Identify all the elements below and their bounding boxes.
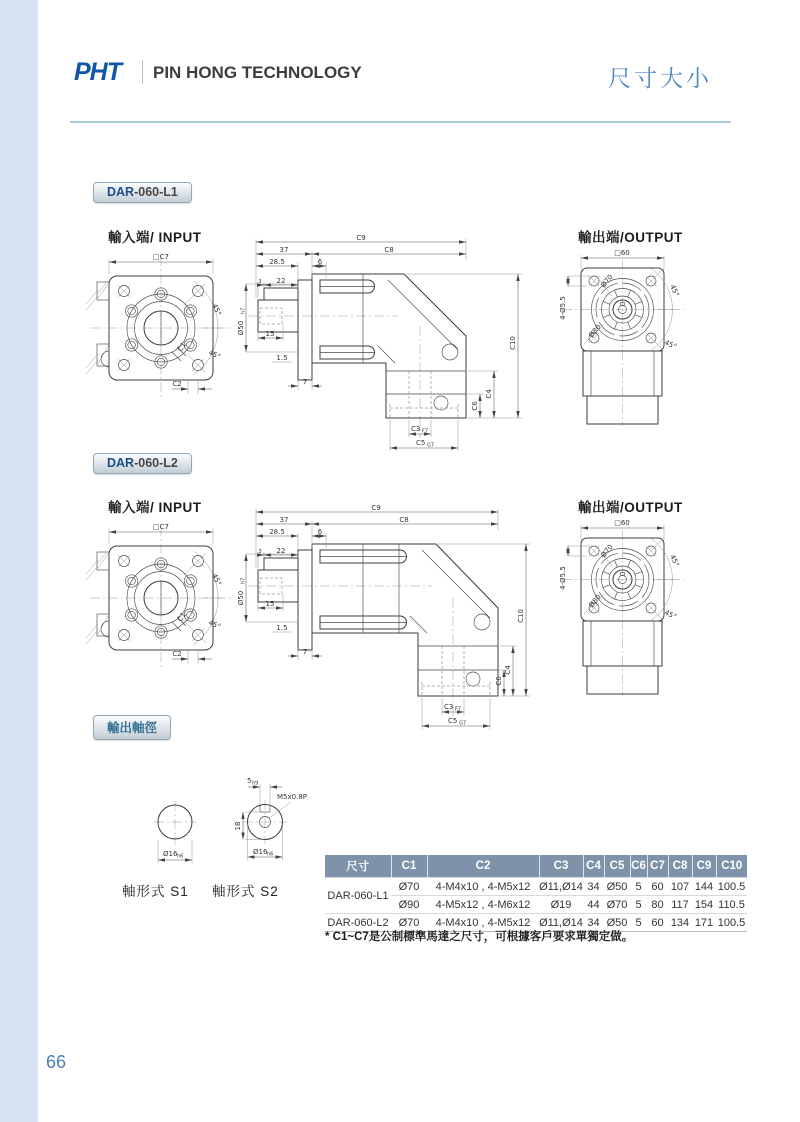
dim-dia50-sub: h7 <box>240 307 247 314</box>
cell-c7: 60 <box>647 914 668 932</box>
s1-geometry <box>154 801 196 845</box>
cell-c7: 80 <box>647 896 668 914</box>
s2-dimensions <box>234 777 307 860</box>
cell-c2: 4-M4x10 , 4-M5x12 <box>427 878 539 896</box>
dim-6: 6 <box>317 528 323 536</box>
badge-suffix: -060-L1 <box>134 185 178 199</box>
shaft-s1-label: 軸形式 S1 <box>122 884 189 899</box>
cell-c8: 117 <box>668 896 692 914</box>
dim-c10: C10 <box>517 609 525 623</box>
header-c2: C2 <box>427 855 539 878</box>
cell-c3: Ø11,Ø14 <box>539 914 583 932</box>
table-row <box>325 878 747 896</box>
pht-logo: PHT <box>74 58 121 86</box>
dimensions-table <box>325 855 747 932</box>
dim-c1: C1 <box>176 340 188 354</box>
shaft-s2-drawing <box>205 770 320 870</box>
l2-side-view-drawing <box>236 498 536 738</box>
dim-7: 7 <box>302 648 308 656</box>
l2-input-geometry <box>86 526 232 668</box>
section-badge-dar-060-l2 <box>93 453 192 474</box>
dim-37: 37 <box>279 516 289 524</box>
dim-sq60: □60 <box>614 519 630 527</box>
cell-c10: 100.5 <box>716 878 747 896</box>
dim-c4: C4 <box>504 665 512 675</box>
section-badge-output-shaft <box>93 715 171 740</box>
cell-c8: 134 <box>668 914 692 932</box>
l1-input-label: 輸入端/ INPUT <box>108 230 202 245</box>
l2-output-label: 輸出端/OUTPUT <box>578 500 683 515</box>
l2-input-view-drawing <box>84 518 234 668</box>
cell-c6: 5 <box>630 878 647 896</box>
dim-45-bottom: 45° <box>207 348 222 362</box>
header-rule <box>70 121 731 123</box>
dim-s1-dia-sub: h6 <box>177 853 184 860</box>
dim-c9: C9 <box>371 504 381 512</box>
dim-6: 6 <box>317 258 323 266</box>
dim-dia80: Ø80 <box>587 323 603 340</box>
dim-1-5: 1.5 <box>276 354 288 362</box>
dim-dia50: Ø50 <box>237 320 245 336</box>
table-footnote: * C1~C7是公制標準馬達之尺寸，可根據客戶要求單獨定做。 <box>325 931 634 943</box>
dim-dia70: Ø70 <box>599 273 615 290</box>
dim-s2-key-sub: h9 <box>252 780 259 787</box>
dim-c3-sub: F7 <box>455 706 462 713</box>
dim-45-top: 45° <box>210 302 223 318</box>
cell-c5: Ø50 <box>604 914 630 932</box>
dim-c1: C1 <box>176 610 188 624</box>
dim-c2: C2 <box>172 650 182 658</box>
dim-c5: C5 <box>416 439 426 447</box>
cell-c3: Ø19 <box>539 896 583 914</box>
s2-geometry <box>243 800 287 844</box>
left-margin-strip <box>0 0 38 1122</box>
dim-45-bottom: 45° <box>663 338 678 352</box>
cell-c1: Ø70 <box>391 914 427 932</box>
badge-prefix: DAR <box>107 185 135 199</box>
dim-c4: C4 <box>485 389 493 399</box>
dim-s1-dia: Ø16 <box>163 850 178 858</box>
cell-c2: 4-M4x10 , 4-M5x12 <box>427 914 539 932</box>
l2-output-view-drawing <box>554 516 690 712</box>
cell-c4: 44 <box>583 896 604 914</box>
dim-3: 3 <box>258 549 262 555</box>
cell-c7: 60 <box>647 878 668 896</box>
cell-c3: Ø11,Ø14 <box>539 878 583 896</box>
dim-3: 3 <box>258 279 262 285</box>
dim-s2-thread: M5x0.8P <box>277 793 307 801</box>
header-divider <box>142 60 143 84</box>
dim-s2-key: 5 <box>247 777 252 785</box>
dim-s2-dia: Ø16 <box>253 848 268 856</box>
dim-22: 22 <box>276 277 286 285</box>
cell-c4: 34 <box>583 878 604 896</box>
company-name: PIN HONG TECHNOLOGY <box>153 63 362 82</box>
dim-c8: C8 <box>384 246 394 254</box>
cell-model: DAR-060-L2 <box>325 914 391 932</box>
cell-c10: 100.5 <box>716 914 747 932</box>
dim-c5-sub: G7 <box>459 720 467 727</box>
dim-c7: □C7 <box>153 253 169 261</box>
dim-7: 7 <box>302 378 308 386</box>
cell-c9: 171 <box>692 914 716 932</box>
l1-output-view-drawing <box>554 246 690 442</box>
dim-c5-sub: G7 <box>427 442 435 449</box>
dim-c5: C5 <box>448 717 458 725</box>
dim-45-top: 45° <box>668 553 681 569</box>
dim-45-bottom: 45° <box>207 618 222 632</box>
cell-c2: 4-M5x12 , 4-M6x12 <box>427 896 539 914</box>
header-c8: C8 <box>668 855 692 878</box>
dim-37: 37 <box>279 246 289 254</box>
dim-dia70: Ø70 <box>599 543 615 560</box>
dim-c6: C6 <box>471 401 479 411</box>
dim-c3: C3 <box>411 425 421 433</box>
dim-s2-dia-sub: h6 <box>267 851 274 858</box>
header-c1: C1 <box>391 855 427 878</box>
l1-input-view-drawing <box>84 248 234 398</box>
header-c9: C9 <box>692 855 716 878</box>
dim-c8: C8 <box>399 516 409 524</box>
dim-45-top: 45° <box>210 572 223 588</box>
badge-label: 輸出軸徑 <box>107 721 158 735</box>
header-c6: C6 <box>630 855 647 878</box>
cell-c8: 107 <box>668 878 692 896</box>
cell-c5: Ø50 <box>604 878 630 896</box>
dim-c6: C6 <box>495 676 503 686</box>
dim-s2-h: 18 <box>234 821 242 831</box>
cell-c1: Ø70 <box>391 878 427 896</box>
cell-c1: Ø90 <box>391 896 427 914</box>
dim-c10: C10 <box>509 336 517 350</box>
cell-model: DAR-060-L1 <box>325 878 391 914</box>
dim-15: 15 <box>265 330 275 338</box>
dim-c3-sub: F7 <box>422 428 429 435</box>
cell-c9: 154 <box>692 896 716 914</box>
l1-input-geometry <box>86 256 232 398</box>
header-size: 尺寸 <box>325 855 391 878</box>
header-c7: C7 <box>647 855 668 878</box>
header-c3: C3 <box>539 855 583 878</box>
header-c5: C5 <box>604 855 630 878</box>
page-title: 尺寸大小 <box>608 65 712 91</box>
l1-side-view-drawing <box>236 228 536 463</box>
dim-dia80: Ø80 <box>587 593 603 610</box>
cell-c6: 5 <box>630 896 647 914</box>
cell-c9: 144 <box>692 878 716 896</box>
dim-22: 22 <box>276 547 286 555</box>
page-number: 66 <box>46 1052 67 1072</box>
dim-sq60: □60 <box>614 249 630 257</box>
dim-45-bottom: 45° <box>663 608 678 622</box>
dim-dia50-sub: h7 <box>240 577 247 584</box>
dim-c9: C9 <box>356 234 366 242</box>
dim-15: 15 <box>265 600 275 608</box>
dim-28-5: 28.5 <box>269 258 285 266</box>
dim-dia50: Ø50 <box>237 590 245 606</box>
dim-45-top: 45° <box>668 283 681 299</box>
cell-c10: 110.5 <box>716 896 747 914</box>
l1-output-label: 輸出端/OUTPUT <box>578 230 683 245</box>
dim-1-5: 1.5 <box>276 624 288 632</box>
dim-c2: C2 <box>172 380 182 388</box>
header-c10: C10 <box>716 855 747 878</box>
dim-c3: C3 <box>444 703 454 711</box>
cell-c6: 5 <box>630 914 647 932</box>
table-header-row <box>325 855 747 878</box>
dim-c7: □C7 <box>153 523 169 531</box>
badge-suffix: -060-L2 <box>134 456 178 470</box>
badge-prefix: DAR <box>107 456 135 470</box>
header-c4: C4 <box>583 855 604 878</box>
shaft-s2-label: 軸形式 S2 <box>212 884 279 899</box>
dim-holes: 4-Ø5.5 <box>559 296 567 320</box>
dim-28-5: 28.5 <box>269 528 285 536</box>
l1-side-dimensions <box>237 234 522 451</box>
l2-input-label: 輸入端/ INPUT <box>108 500 202 515</box>
section-badge-dar-060-l1 <box>93 182 192 203</box>
cell-c5: Ø70 <box>604 896 630 914</box>
cell-c4: 34 <box>583 914 604 932</box>
dim-holes: 4-Ø5.5 <box>559 566 567 590</box>
